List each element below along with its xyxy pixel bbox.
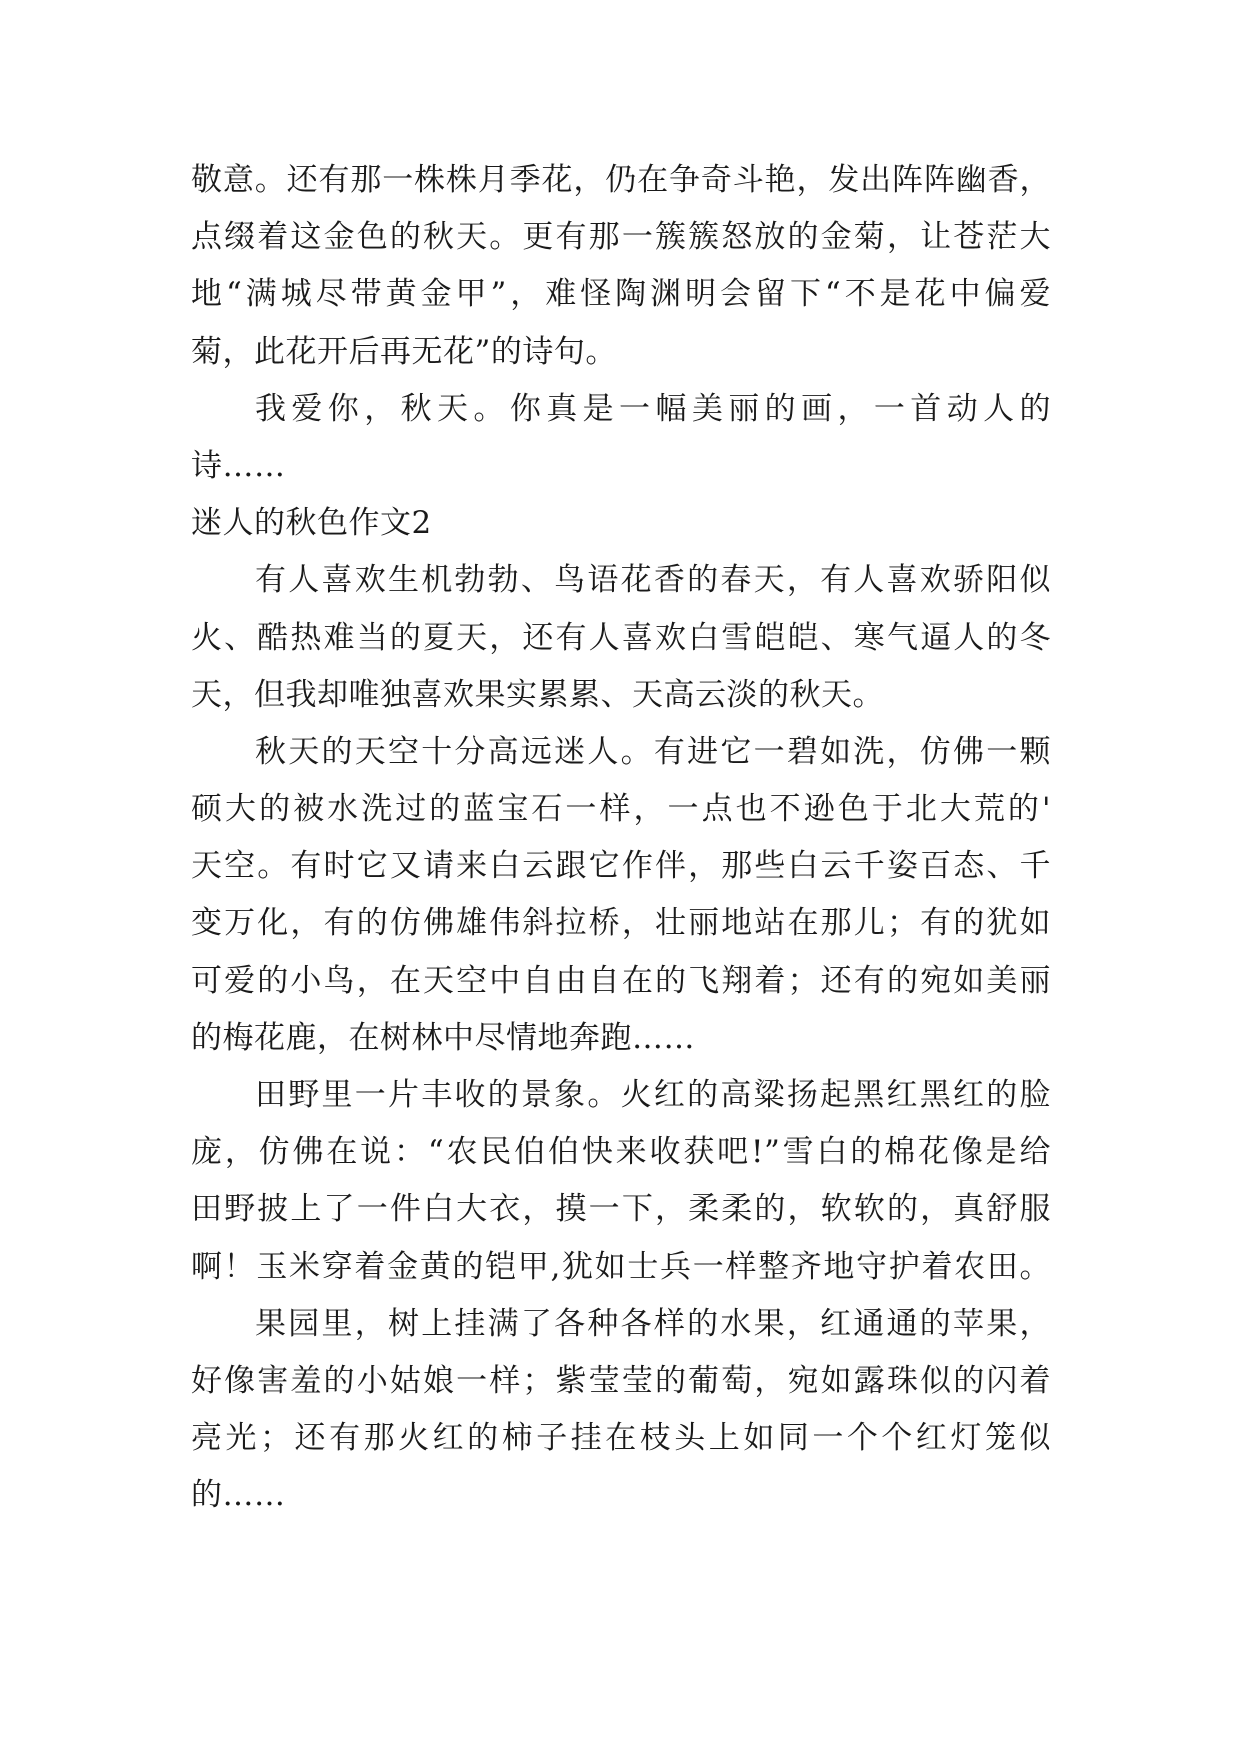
text-line: 田野里一片丰收的景象。火红的高粱扬起黑红黑红的脸: [255, 1077, 1051, 1113]
text-line: 火、酷热难当的夏天，还有人喜欢白雪皑皑、寒气逼人的冬: [191, 619, 1051, 656]
text-line: 好像害羞的小姑娘一样；紫莹莹的葡萄，宛如露珠似的闪着: [191, 1362, 1051, 1399]
text-line: 变万化，有的仿佛雄伟斜拉桥，壮丽地站在那儿；有的犹如: [191, 905, 1051, 942]
text-line: 菊，此花开后再无花”的诗句。: [191, 333, 617, 370]
text-line: 可爱的小鸟，在天空中自由自在的飞翔着；还有的宛如美丽: [191, 962, 1051, 999]
text-line: 点缀着这金色的秋天。更有那一簇簇怒放的金菊，让苍茫大: [191, 219, 1051, 256]
text-line: 敬意。还有那一株株月季花，仍在争奇斗艳，发出阵阵幽香，: [191, 162, 1051, 198]
text-line: 地“满城尽带黄金甲”，难怪陶渊明会留下“不是花中偏爱: [191, 276, 1051, 313]
text-line: 硕大的被水洗过的蓝宝石一样，一点也不逊色于北大荒的': [191, 791, 1051, 828]
text-line: 天，但我却唯独喜欢果实累累、天高云淡的秋天。: [191, 676, 884, 713]
text-line: 天空。有时它又请来白云跟它作伴，那些白云千姿百态、千: [191, 848, 1051, 885]
text-line: 田野披上了一件白大衣，摸一下，柔柔的，软软的，真舒服: [191, 1191, 1051, 1228]
text-line: 我爱你，秋天。你真是一幅美丽的画，一首动人的: [255, 390, 1051, 427]
section-title: 迷人的秋色作文2: [191, 505, 432, 542]
document-page: [191, 152, 1051, 1525]
text-line: 有人喜欢生机勃勃、鸟语花香的春天，有人喜欢骄阳似: [255, 562, 1051, 599]
text-line: 啊！玉米穿着金黄的铠甲,犹如士兵一样整齐地守护着农田。: [191, 1248, 1051, 1285]
text-line: 秋天的天空十分高远迷人。有进它一碧如洗，仿佛一颗: [255, 733, 1051, 770]
text-line: 亮光；还有那火红的柿子挂在枝头上如同一个个红灯笼似: [191, 1420, 1051, 1457]
text-line: 的梅花鹿，在树林中尽情地奔跑……: [191, 1019, 695, 1056]
text-line: 果园里，树上挂满了各种各样的水果，红通通的苹果，: [255, 1305, 1051, 1342]
text-line: 诗……: [191, 447, 286, 484]
text-line: 的……: [191, 1477, 286, 1514]
text-line: 庞，仿佛在说：“农民伯伯快来收获吧!”雪白的棉花像是给: [191, 1134, 1051, 1171]
document-body: [191, 152, 1051, 1525]
